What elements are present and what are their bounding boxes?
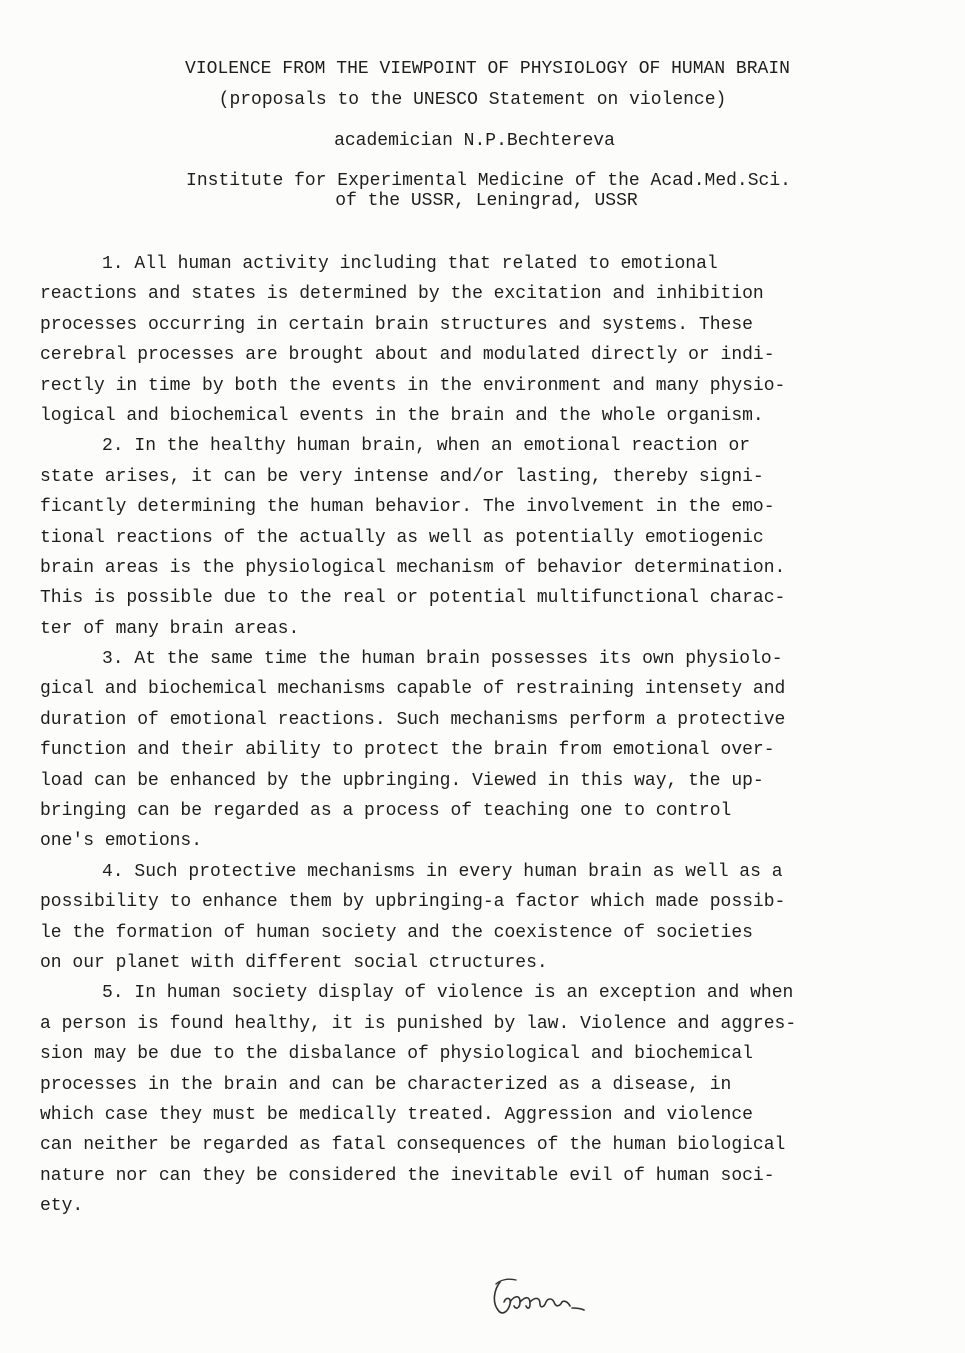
- handwritten-signature: [486, 1272, 596, 1322]
- document-subtitle: (proposals to the UNESCO Statement on violence): [218, 90, 727, 110]
- paragraph-5-line: nature nor can they be considered the inevitable evil of human soci-: [40, 1165, 775, 1186]
- paragraph-2-line: brain areas is the physiological mechanism of behavior determination.: [40, 557, 786, 578]
- paragraph-5-line: a person is found healthy, it is punished by law. Violence and aggres-: [40, 1013, 797, 1034]
- institution-line-2: of the USSR, Leningrad, USSR: [335, 191, 638, 211]
- paragraph-4-line: 4. Such protective mechanisms in every human brain as well as a: [102, 861, 783, 882]
- paragraph-5-line: can neither be regarded as fatal consequences of the human biological: [40, 1135, 786, 1156]
- paragraph-5-line: 5. In human society display of violence is an exception and when: [102, 983, 794, 1004]
- paragraph-2-line: tional reactions of the actually as well as potentially emotiogenic: [40, 527, 764, 548]
- document-body: [40, 249, 900, 1222]
- paragraph-1-line: logical and biochemical events in the brain and the whole organism.: [40, 405, 764, 426]
- paragraph-3-line: function and their ability to protect the brain from emotional over-: [40, 740, 775, 761]
- paragraph-5-line: processes in the brain and can be characterized as a disease, in: [40, 1074, 732, 1095]
- paragraph-1-line: cerebral processes are brought about and modulated directly or indi-: [40, 345, 775, 366]
- paragraph-3-line: 3. At the same time the human brain possesses its own physiolo-: [102, 649, 783, 670]
- paragraph-3-line: load can be enhanced by the upbringing. Viewed in this way, the up-: [40, 770, 764, 791]
- institution-line-1: Institute for Experimental Medicine of the Acad.Med.Sci.: [186, 171, 791, 191]
- paragraph-5-line: which case they must be medically treated. Aggression and violence: [40, 1104, 753, 1125]
- paragraph-3-line: bringing can be regarded as a process of teaching one to control: [40, 801, 732, 822]
- paragraph-3-line: gical and biochemical mechanisms capable of restraining intensety and: [40, 679, 786, 700]
- paragraph-1-line: rectly in time by both the events in the environment and many physio-: [40, 375, 786, 396]
- paragraph-1-line: reactions and states is determined by the excitation and inhibition: [40, 284, 764, 305]
- paragraph-2-line: ter of many brain areas.: [40, 618, 300, 639]
- paragraph-3-line: duration of emotional reactions. Such mechanisms perform a protective: [40, 709, 786, 730]
- paragraph-2-line: ficantly determining the human behavior. The involvement in the emo-: [40, 497, 775, 518]
- paragraph-2-line: 2. In the healthy human brain, when an emotional reaction or: [102, 436, 751, 457]
- paragraph-5-line: sion may be due to the disbalance of physiological and biochemical: [40, 1044, 753, 1065]
- document-title: VIOLENCE FROM THE VIEWPOINT OF PHYSIOLOGY OF HUMAN BRAIN: [185, 59, 790, 79]
- paragraph-1-line: 1. All human activity including that related to emotional: [102, 254, 718, 274]
- paragraph-4-line: le the formation of human society and the coexistence of societies: [40, 922, 753, 943]
- paragraph-4-line: possibility to enhance them by upbringing-a factor which made possib-: [40, 892, 786, 913]
- paragraph-4-line: on our planet with different social ctructures.: [40, 952, 548, 973]
- paragraph-5-line: ety.: [40, 1196, 84, 1217]
- paragraph-1-line: processes occurring in certain brain structures and systems. These: [40, 314, 753, 335]
- paragraph-3-line: one's emotions.: [40, 831, 203, 852]
- author-line: academician N.P.Bechtereva: [334, 131, 615, 151]
- paragraph-2-line: state arises, it can be very intense and/or lasting, thereby signi-: [40, 466, 764, 487]
- paragraph-2-line: This is possible due to the real or potential multifunctional charac-: [40, 588, 786, 609]
